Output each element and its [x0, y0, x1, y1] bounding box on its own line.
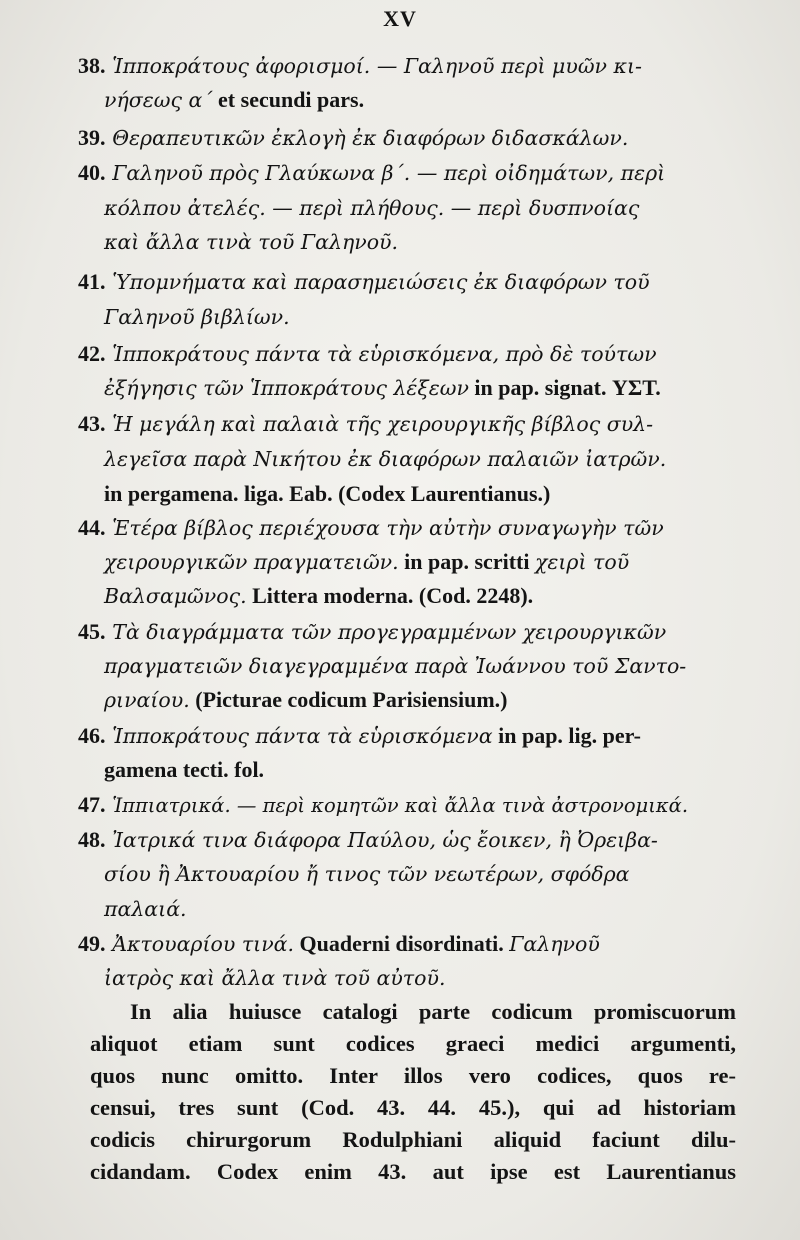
entry-40-line-3 — [104, 226, 398, 258]
paragraph-line-1: In alia huiusce catalogi parte codicum promiscuorum — [130, 999, 736, 1024]
greek-text: πραγματειῶν διαγεγραμμένα παρὰ Ἰωάννου τοῦ Σαντο- — [104, 654, 687, 678]
entry-46-line-1 — [78, 720, 641, 752]
greek-text: Τὰ διαγράμματα τῶν προγεγραμμένων χειρουργικῶν — [112, 620, 667, 644]
entry-number: 48. — [78, 827, 106, 852]
paragraph-line-2: aliquot etiam sunt codices graeci medici argumenti, — [90, 1031, 736, 1056]
latin-text: Littera moderna. (Cod. 2248). — [246, 583, 534, 608]
entry-48-line-1 — [78, 824, 658, 856]
greek-text: χειρὶ τοῦ — [534, 550, 630, 574]
entry-45-line-2 — [104, 650, 686, 682]
entry-39-line-1 — [78, 122, 628, 154]
greek-text: νήσεως α΄ — [104, 88, 213, 112]
entry-43-line-1 — [78, 408, 653, 440]
greek-text: Ὑπομνήματα καὶ παρασημειώσεις ἐκ διαφόρων τοῦ — [112, 270, 650, 294]
entry-47-line-1 — [78, 789, 688, 822]
latin-text: in pap. signat. ΥΣΤ. — [468, 375, 661, 400]
entry-number: 42. — [78, 341, 106, 366]
greek-text: Ἱππιατρικά. — περὶ κομητῶν καὶ ἄλλα τινὰ ἀστρονομικά. — [112, 794, 689, 817]
entry-49-line-2 — [104, 962, 445, 994]
entry-number: 49. — [78, 931, 106, 956]
greek-text: Ἑτέρα βίβλος περιέχουσα τὴν αὐτὴν συναγωγὴν τῶν — [112, 516, 664, 540]
entry-42-line-2 — [104, 372, 661, 404]
entry-46-line-2 — [104, 754, 264, 786]
greek-text: Γαληνοῦ πρὸς Γλαύκωνα β΄. — περὶ οἰδημάτων, περὶ — [112, 161, 666, 185]
paragraph-line-4: censui, tres sunt (Cod. 43. 44. 45.), qui ad historiam — [90, 1095, 736, 1120]
greek-text: κόλπου ἀτελές. — περὶ πλήθους. — περὶ δυσπνοίας — [104, 196, 640, 220]
entry-number: 47. — [78, 792, 106, 817]
paragraph-line-5: codicis chirurgorum Rodulphiani aliquid faciunt dilu- — [90, 1127, 736, 1152]
entry-49-line-1 — [78, 928, 600, 960]
greek-text: Ἡ μεγάλη καὶ παλαιὰ τῆς χειρουργικῆς βίβλος συλ- — [112, 412, 654, 436]
entry-44-line-2 — [104, 546, 629, 578]
paragraph-line-6: cidandam. Codex enim 43. aut ipse est Laurentianus — [90, 1159, 736, 1184]
entry-40-line-2 — [104, 192, 639, 224]
latin-text: in pap. scritti — [398, 549, 535, 574]
entry-number: 44. — [78, 515, 106, 540]
entry-48-line-3 — [104, 893, 187, 925]
greek-text: καὶ ἄλλα τινὰ τοῦ Γαληνοῦ. — [104, 230, 399, 254]
entry-43-line-2 — [104, 443, 666, 475]
entry-number: 46. — [78, 723, 106, 748]
entry-42-line-1 — [78, 338, 657, 370]
greek-text: ἰατρὸς καὶ ἄλλα τινὰ τοῦ αὐτοῦ. — [104, 966, 446, 990]
entry-45-line-3 — [104, 684, 508, 716]
greek-text: σίου ἢ Ἀκτουαρίου ἤ τινος τῶν νεωτέρων, σφόδρα — [104, 862, 630, 886]
greek-text: Θεραπευτικῶν ἐκλογὴ ἐκ διαφόρων διδασκάλων. — [112, 126, 629, 150]
latin-text: gamena tecti. fol. — [104, 757, 265, 782]
greek-text: Ἱπποκράτους ἀφορισμοί. — Γαληνοῦ περὶ μυῶν κι- — [112, 54, 642, 78]
greek-text: λεγεῖσα παρὰ Νικήτου ἐκ διαφόρων παλαιῶν ἰατρῶν. — [104, 447, 667, 471]
entry-41-line-1 — [78, 266, 650, 298]
greek-text: Βαλσαμῶνος. — [104, 584, 247, 608]
latin-text: (Picturae codicum Parisiensium.) — [189, 687, 508, 712]
entry-45-line-1 — [78, 616, 666, 648]
greek-text: χειρουργικῶν πραγματειῶν. — [104, 550, 399, 574]
entry-43-line-3 — [104, 478, 550, 510]
page-number: XV — [383, 6, 417, 31]
entry-40-line-1 — [78, 157, 665, 189]
entry-38-line-1 — [78, 50, 642, 82]
entry-48-line-2 — [104, 858, 630, 890]
latin-text: Quaderni disordinati. — [294, 931, 510, 956]
greek-text: Γαληνοῦ βιβλίων. — [104, 305, 290, 329]
greek-text: Ἰατρικά τινα διάφορα Παύλου, ὡς ἔοικεν, ἢ Ὀρειβα- — [112, 828, 658, 852]
entry-38-line-2 — [104, 84, 364, 116]
greek-text: παλαιά. — [104, 897, 187, 921]
paragraph-line-3: quos nunc omitto. Inter illos vero codices, quos re- — [90, 1063, 736, 1088]
entry-41-line-2 — [104, 301, 290, 333]
entry-number: 39. — [78, 125, 106, 150]
entry-44-line-3 — [104, 580, 533, 612]
latin-text: et secundi pars. — [212, 87, 365, 112]
entry-number: 43. — [78, 411, 106, 436]
entry-number: 40. — [78, 160, 106, 185]
greek-text: Γαληνοῦ — [509, 932, 600, 956]
greek-text: ἐξήγησις τῶν Ἱπποκράτους λέξεων — [104, 376, 469, 400]
latin-text: in pergamena. liga. Eab. (Codex Laurentianus.) — [104, 481, 551, 506]
greek-text: ριναίου. — [104, 688, 190, 712]
greek-text: Ἱπποκράτους πάντα τὰ εὑρισκόμενα — [112, 724, 493, 748]
greek-text: Ἀκτουαρίου τινά. — [112, 932, 295, 956]
entry-number: 45. — [78, 619, 106, 644]
entry-44-line-1 — [78, 512, 664, 544]
latin-text: in pap. lig. per- — [492, 723, 641, 748]
greek-text: Ἱπποκράτους πάντα τὰ εὑρισκόμενα, πρὸ δὲ τούτων — [112, 342, 657, 366]
entry-number: 41. — [78, 269, 106, 294]
entry-number: 38. — [78, 53, 106, 78]
